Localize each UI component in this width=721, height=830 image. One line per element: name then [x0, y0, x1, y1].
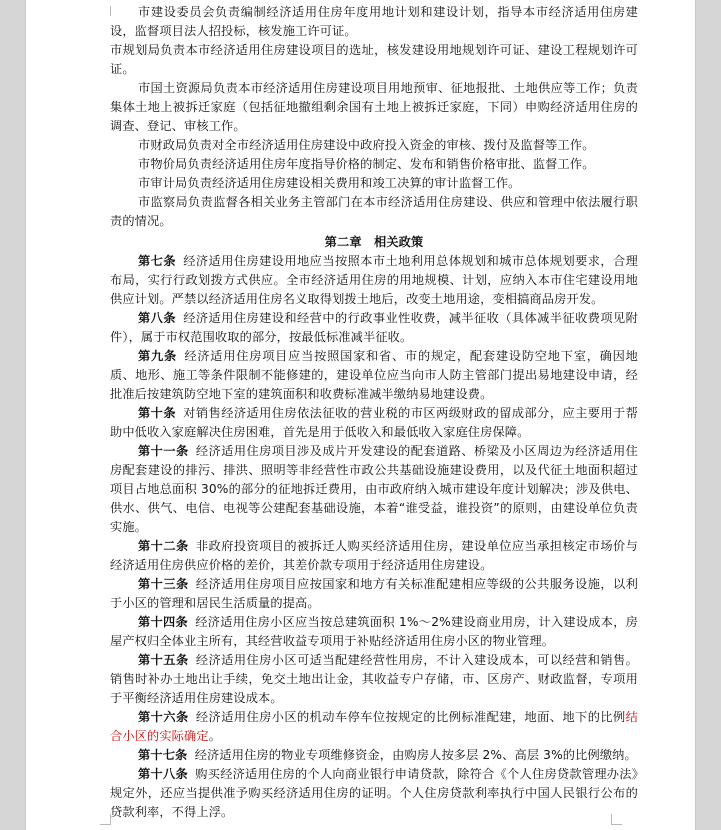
- article-label: 第十一条: [138, 444, 189, 458]
- paragraph-planning-bureau: 市规划局负责本市经济适用住房建设项目的选址，核发建设用地规划许可证、建设工程规划许可证。: [110, 43, 638, 76]
- article-label: 第九条: [138, 349, 177, 363]
- article-label: 第十五条: [138, 653, 189, 667]
- paragraph-supervision-bureau: 市监察局负责监督各相关业务主管部门在本市经济适用住房建设、供应和管理中依法履行职责的情况。: [110, 195, 638, 228]
- article-14: [110, 613, 638, 651]
- article-11: [110, 442, 638, 537]
- article-label: 第七条: [138, 254, 176, 268]
- article-label: 第十八条: [138, 767, 188, 781]
- highlighted-text: 结合小区的实际确定: [110, 710, 638, 743]
- paragraph-audit-bureau: 市审计局负责经济适用住房建设相关费用和竣工决算的审计监督工作。: [138, 176, 521, 190]
- document-body[interactable]: [110, 3, 638, 822]
- article-7: [110, 252, 638, 309]
- article-9: [110, 347, 638, 404]
- article-text: 经济适用住房项目应按国家和地方有关标准配建相应等级的公共服务设施，以利于小区的管理和居民生活质量的提高。: [110, 577, 638, 610]
- article-text: 经济适用住房项目应当按照国家和省、市的规定，配套建设防空地下室，确因地质、地形、施工等条件限制不能修建的，建设单位应当向市人防主管部门提出易地建设申请，经批准后按建筑防空地下室的建筑面积和收费标准减半缴纳易地建设费。: [110, 349, 639, 401]
- article-label: 第十二条: [138, 539, 189, 553]
- article-16: [110, 708, 638, 746]
- article-17: [110, 746, 638, 765]
- article-12: [110, 537, 638, 575]
- paragraph-construction-committee: 市建设委员会负责编制经济适用住房年度用地计划和建设计划，指导本市经济适用住房建设，监督项目法人招投标，核发施工许可证。: [110, 5, 638, 38]
- article-text: 经济适用住房的物业专项维修资金，由购房人按多层 2%、高层 3%的比例缴纳。: [194, 748, 637, 762]
- article-text: 对销售经济适用住房依法征收的营业税的市区两级财政的留成部分，应主要用于帮助中低收入家庭解决住房困难，首先是用于低收入和最低收入家庭住房保障。: [110, 406, 638, 439]
- article-18: [110, 765, 638, 822]
- article-text-end: 。: [208, 729, 222, 743]
- article-15: [110, 651, 638, 708]
- article-label: 第十三条: [138, 577, 189, 591]
- paragraph-price-bureau: 市物价局负责经济适用住房年度指导价格的制定、发布和销售价格审批、监督工作。: [138, 157, 595, 171]
- article-text: 经济适用住房小区的机动车停车位按规定的比例标准配建，地面、地下的比例: [195, 710, 626, 724]
- article-text: 非政府投资项目的被拆迁人购买经济适用住房，建设单位应当承担核定市场价与经济适用住房供应价格的差价，其差价款专项用于经济适用住房建设。: [110, 539, 638, 572]
- article-10: [110, 404, 638, 442]
- article-text: 经济适用住房小区应当按总建筑面积 1%～2%建设商业用房，计入建设成本，房屋产权归全体业主所有，其经营收益专项用于补贴经济适用住房小区的物业管理。: [110, 615, 638, 648]
- article-label: 第八条: [138, 311, 176, 325]
- article-label: 第十七条: [138, 748, 188, 762]
- article-13: [110, 575, 638, 613]
- document-page: [26, 0, 695, 830]
- article-label: 第十六条: [138, 710, 189, 724]
- article-text: 经济适用住房小区可适当配建经营性用房，不计入建设成本，可以经营和销售。销售时补办土地出让手续，免交土地出让金，其收益专户存储，市、区房产、财政监督，专项用于平衡经济适用住房建设成本。: [110, 653, 638, 705]
- article-text: 经济适用住房建设用地应当按照本市土地利用总体规划和城市总体规划要求，合理布局，实行行政划拨方式供应。全市经济适用住房的用地规模、计划，应纳入本市住宅建设用地供应计划。严禁以经济适用住房名义取得划拨土地后，改变土地用途，变相搞商品房开发。: [110, 254, 638, 306]
- article-8: [110, 309, 638, 347]
- article-label: 第十条: [138, 406, 176, 420]
- article-text: 经济适用住房建设和经营中的行政事业性收费，减半征收（具体减半征收费项见附件），属于市权范围收取的部分，按最低标准减半征收。: [110, 311, 638, 344]
- chapter-heading: 第二章 相关政策: [324, 235, 424, 249]
- article-label: 第十四条: [138, 615, 188, 629]
- paragraph-finance-bureau: 市财政局负责对全市经济适用住房建设中政府投入资金的审核、拨付及监督等工作。: [138, 138, 595, 152]
- article-text: 购买经济适用住房的个人向商业银行申请贷款，除符合《个人住房贷款管理办法》规定外，还应当提供准予购买经济适用住房的证明。个人住房贷款利率执行中国人民银行公布的贷款利率，不得上浮。: [110, 767, 638, 819]
- article-text: 经济适用住房项目涉及成片开发建设的配套道路、桥梁及小区周边为经济适用住房配套建设的排污、排洪、照明等非经营性市政公共基础设施建设费用，以及代征土地面积超过项目占地总面积 30%的部分的征地拆迁费用，由市政府纳入城市建设年度计划解决；涉及供电、供水、供气、电信、电视等公建配套基础设施，本着“谁受益，谁投资”的原则，由建设单位负责实施。: [110, 444, 638, 534]
- paragraph-land-resources-bureau: 市国土资源局负责本市经济适用住房建设项目用地预审、征地报批、土地供应等工作；负责集体土地上被拆迁家庭（包括征地撤组剩余国有土地上被拆迁家庭，下同）申购经济适用住房的调查、登记、审核工作。: [110, 81, 638, 133]
